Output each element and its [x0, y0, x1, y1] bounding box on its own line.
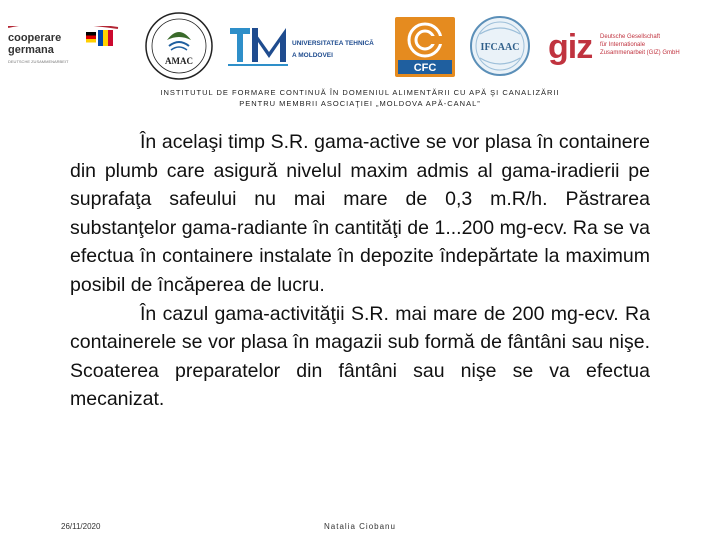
footer-author: Natalia Ciobanu — [324, 522, 396, 531]
ifcaac-label: IFCAAC — [480, 42, 520, 53]
utm-line2: A MOLDOVEI — [292, 52, 333, 59]
footer-date: 26/11/2020 — [61, 522, 101, 531]
amac-emblem-icon — [143, 10, 215, 82]
amac-logo — [143, 10, 215, 82]
giz-wordmark: giz — [548, 28, 593, 66]
amac-label: AMAC — [165, 56, 193, 66]
logo-bar — [0, 8, 720, 84]
giz-logo — [548, 30, 718, 70]
utm-monogram-icon — [228, 22, 290, 72]
institute-title-line2: PENTRU MEMBRII ASOCIAŢIEI „MOLDOVA APĂ-CANAL” — [239, 99, 481, 108]
cfc-emblem-icon — [394, 16, 456, 78]
paragraph-1: În acelaşi timp S.R. gama-active se vor plasa în containere din plumb care asigură nivelul maxim admis al gama-iradierii pe suprafaţa safeului nu mai mare de 0,3 m.R/h. Păstrarea substanţelor gama-radiante în cantităţi de 1...200 mg-ecv. Ra se va efectua în containere instalate în depozite îndepărtate la maximum posibil de încăperea de lucru. — [70, 131, 650, 296]
coop-line2: germana — [8, 44, 54, 56]
slide-body — [70, 128, 650, 414]
coop-line3: DEUTSCHE ZUSAMMENARBEIT — [8, 59, 69, 64]
cooperare-germana-logo — [8, 26, 128, 86]
utm-logo — [228, 22, 378, 72]
giz-line1: Deutsche Gesellschaft — [600, 34, 661, 40]
institute-title-line1: INSTITUTUL DE FORMARE CONTINUĂ ÎN DOMENIUL ALIMENTĂRII CU APĂ ŞI CANALIZĂRII — [160, 88, 560, 97]
coop-line1: cooperare — [8, 32, 62, 44]
ifcaac-logo — [470, 14, 530, 78]
giz-line2: für Internationale — [600, 42, 646, 48]
paragraph-2: În cazul gama-activităţii S.R. mai mare de 200 mg-ecv. Ra containerele se vor plasa în magazii sub formă de fântâni sau nişe. Scoaterea preparatelor din fântâni sau nişe se va efectua mecanizat. — [70, 302, 650, 411]
ifcaac-emblem-icon — [470, 14, 530, 78]
giz-line3: Zusammenarbeit (GIZ) GmbH — [600, 50, 680, 56]
utm-line1: UNIVERSITATEA TEHNICĂ — [292, 40, 374, 47]
cfc-logo — [394, 16, 456, 78]
cfc-label: CFC — [413, 62, 437, 74]
